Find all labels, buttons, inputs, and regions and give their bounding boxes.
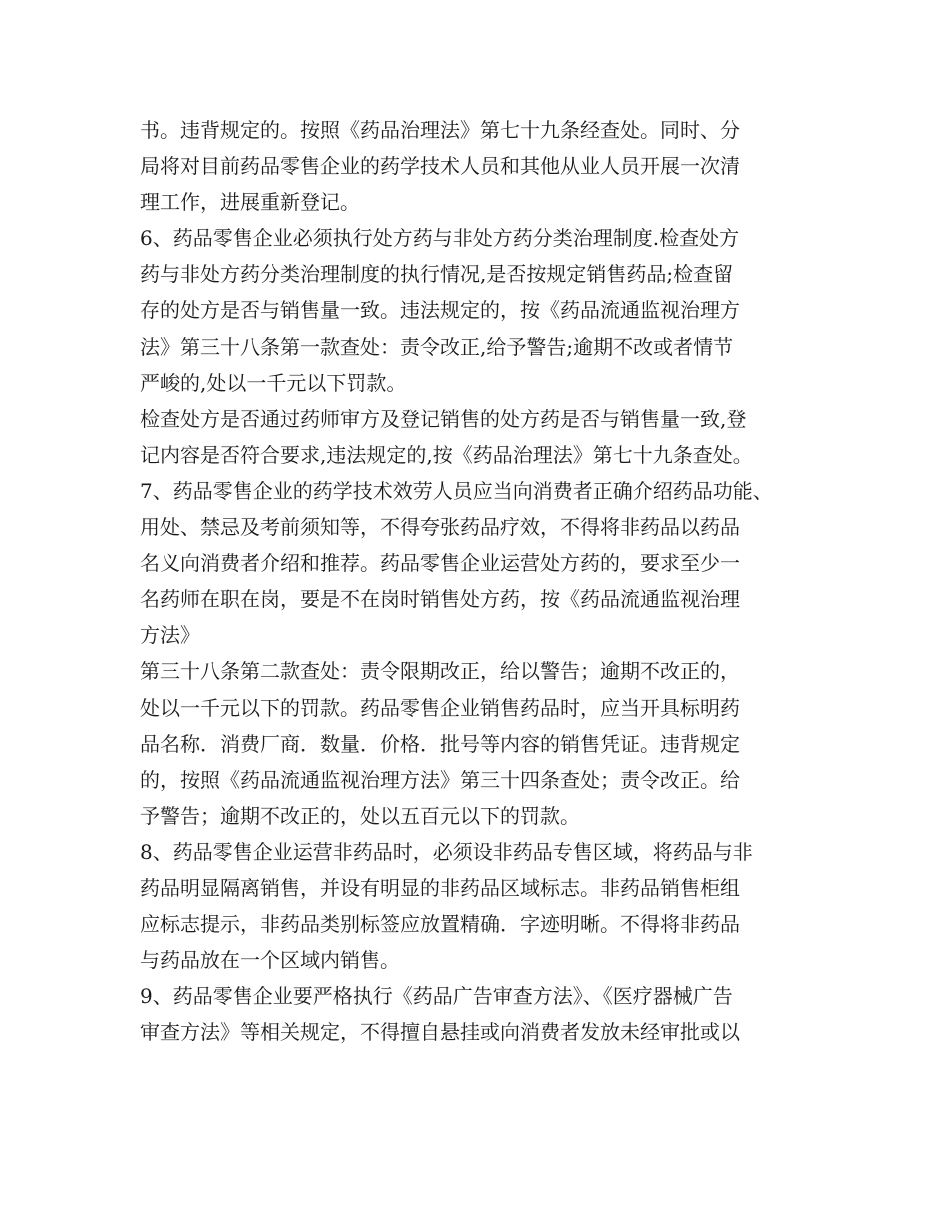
text-line: 检查处方是否通过药师审方及登记销售的处方药是否与销售量一致,登: [140, 406, 747, 431]
text-line: 9、药品零售企业要严格执行《药品广告审查方法》、《医疗器械广告: [140, 984, 733, 1009]
text-line: 记内容是否符合要求,违法规定的,按《药品治理法》第七十九条查处。: [140, 442, 753, 467]
text-line: 品名称．消费厂商．数量．价格．批号等内容的销售凭证。违背规定: [140, 731, 740, 756]
text-line: 理工作，进展重新登记。: [140, 190, 360, 215]
text-line: 与药品放在一个区域内销售。: [140, 948, 400, 973]
text-line: 书。违背规定的。按照《药品治理法》第七十九条经查处。同时、分: [140, 118, 740, 142]
text-line: 审查方法》等相关规定，不得擅自悬挂或向消费者发放未经审批或以: [140, 1020, 740, 1045]
text-line: 方法》: [140, 623, 200, 648]
text-line: 严峻的,处以一千元以下罚款。: [140, 370, 407, 395]
text-line: 名药师在职在岗，要是不在岗时销售处方药，按《药品流通监视治理: [140, 587, 740, 612]
text-line: 处以一千元以下的罚款。药品零售企业销售药品时，应当开具标明药: [140, 695, 740, 720]
text-line: 用处、禁忌及考前须知等，不得夸张药品疗效，不得将非药品以药品: [140, 515, 740, 540]
text-line: 存的处方是否与销售量一致。违法规定的，按《药品流通监视治理方: [140, 298, 740, 323]
text-line: 予警告；逾期不改正的，处以五百元以下的罚款。: [140, 803, 580, 828]
text-line: 8、药品零售企业运营非药品时，必须设非药品专售区域，将药品与非: [140, 839, 753, 864]
text-line: 法》第三十八条第一款查处：责令改正,给予警告;逾期不改或者情节: [140, 334, 734, 359]
text-line: 第三十八条第二款查处：责令限期改正，给以警告；逾期不改正的，: [140, 659, 740, 684]
text-line: 名义向消费者介绍和推荐。药品零售企业运营处方药的，要求至少一: [140, 551, 740, 576]
document-body: [140, 112, 830, 1050]
text-line: 局将对目前药品零售企业的药学技术人员和其他从业人员开展一次清: [140, 154, 740, 179]
text-line: 应标志提示，非药品类别标签应放置精确．字迹明晰。不得将非药品: [140, 912, 740, 937]
text-line: 的，按照《药品流通监视治理方法》第三十四条查处；责令改正。给: [140, 767, 740, 792]
text-line: 6、药品零售企业必须执行处方药与非处方药分类治理制度.检查处方: [140, 226, 740, 251]
text-line: 药品明显隔离销售，并设有明显的非药品区域标志。非药品销售柜组: [140, 875, 740, 900]
text-line: 7、药品零售企业的药学技术效劳人员应当向消费者正确介绍药品功能、: [140, 478, 773, 503]
text-line: 药与非处方药分类治理制度的执行情况,是否按规定销售药品;检查留: [140, 262, 734, 287]
